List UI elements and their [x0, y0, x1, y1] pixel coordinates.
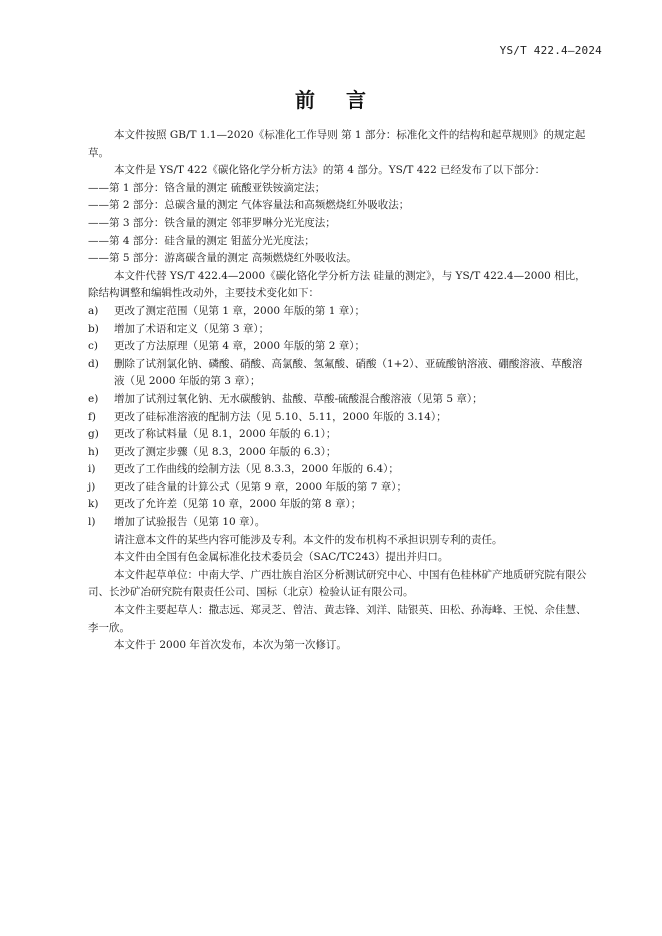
list-item-text: 增加了术语和定义（见第 3 章）；	[114, 322, 270, 335]
paragraph-revision-history: 本文件于 2000 年首次发布，本次为第一次修订。	[114, 639, 347, 652]
list-item-text: 更改了称试料量（见 8.1，2000 年版的 6.1）；	[114, 428, 337, 441]
list-item-text: 更改了测定范围（见第 1 章，2000 年版的第 1 章）；	[114, 304, 366, 317]
list-item	[88, 303, 588, 321]
list-item: ——第 4 部分：硅含量的测定 钼蓝分光光度法；	[88, 234, 315, 247]
list-item	[88, 338, 588, 356]
list-item-text: 更改了测定步骤（见 8.3，2000 年版的 6.3）；	[114, 445, 337, 458]
page-title	[0, 84, 662, 113]
list-item-label: f)	[88, 410, 96, 423]
standard-code: YS/T 422.4—2024	[499, 44, 602, 57]
list-item	[88, 496, 588, 514]
list-item	[88, 321, 588, 339]
list-item	[88, 461, 588, 479]
foreword-body	[88, 127, 588, 655]
list-item-label: d)	[88, 357, 99, 370]
list-item-text: 更改了方法原理（见第 4 章，2000 年版的第 2 章）；	[114, 340, 366, 353]
list-item: ——第 2 部分：总碳含量的测定 气体容量法和高频燃烧红外吸收法；	[88, 199, 410, 212]
paragraph-patent-notice: 请注意本文件的某些内容可能涉及专利。本文件的发布机构不承担识别专利的责任。	[114, 533, 503, 546]
list-item	[88, 426, 588, 444]
list-item-label: h)	[88, 445, 99, 458]
list-item-label: g)	[88, 428, 99, 441]
paragraph-part-intro: 本文件是 YS/T 422《碳化铬化学分析方法》的第 4 部分。YS/T 422 已经发布了以下部分：	[114, 164, 546, 177]
list-item: ——第 3 部分：铁含量的测定 邻菲罗啉分光光度法；	[88, 216, 336, 229]
list-item: ——第 1 部分：铬含量的测定 硫酸亚铁铵滴定法；	[88, 181, 326, 194]
paragraph-replacement: 本文件代替 YS/T 422.4—2000《碳化铬化学分析方法 硅量的测定》，与 YS/T 422.4—2000 相比，除结构调整和编辑性改动外，主要技术变化如下：	[88, 269, 586, 300]
list-item-label: l)	[88, 516, 96, 529]
list-item-text: 删除了试剂氯化钠、磷酸、硝酸、高氯酸、氢氟酸、硝酸（1+2）、亚硫酸钠溶液、硼酸溶液、草酸溶液（见 2000 年版的第 3 章）；	[114, 357, 583, 388]
list-item-text: 增加了试剂过氧化钠、无水碳酸钠、盐酸、草酸-硫酸混合酸溶液（见第 5 章）；	[114, 392, 483, 405]
title-char-1: 前	[295, 88, 316, 112]
list-item	[88, 356, 588, 391]
paragraph-drafting-units: 本文件起草单位：中南大学、广西壮族自治区分析测试研究中心、中国有色桂林矿产地质研究院有限公司、长沙矿冶研究院有限责任公司、国标（北京）检验认证有限公司。	[88, 568, 587, 599]
list-item-text: 增加了试验报告（见第 10 章）。	[114, 516, 266, 529]
paragraph-drafting-rules: 本文件按照 GB/T 1.1—2020《标准化工作导则 第 1 部分：标准化文件的结构和起草规则》的规定起草。	[88, 129, 586, 159]
list-item-label: k)	[88, 498, 99, 511]
list-item-label: b)	[88, 322, 99, 335]
list-item-label: j)	[88, 480, 96, 493]
list-item-text: 更改了硅含量的计算公式（见第 9 章，2000 年版的第 7 章）；	[114, 480, 408, 493]
list-item: ——第 5 部分：游离碳含量的测定 高频燃烧红外吸收法。	[88, 252, 357, 265]
list-item	[88, 391, 588, 409]
list-item-label: c)	[88, 340, 98, 353]
list-item	[88, 514, 588, 532]
title-char-2: 言	[346, 88, 367, 112]
list-item-label: i)	[88, 463, 96, 476]
paragraph-proposer: 本文件由全国有色金属标准化技术委员会（SAC/TC243）提出并归口。	[114, 551, 449, 564]
list-item-text: 更改了工作曲线的绘制方法（见 8.3.3，2000 年版的 6.4）；	[114, 463, 399, 476]
list-item-text: 更改了允许差（见第 10 章，2000 年版的第 8 章）；	[114, 498, 362, 511]
list-item-text: 更改了硅标准溶液的配制方法（见 5.10、5.11，2000 年版的 3.14）；	[114, 410, 447, 423]
list-item-label: a)	[88, 304, 99, 317]
list-item	[88, 409, 588, 427]
changes-list	[88, 303, 588, 532]
list-item	[88, 444, 588, 462]
paragraph-drafters: 本文件主要起草人：撒志远、郑灵芝、曾洁、黄志锋、刘洋、陆银英、田松、孙海峰、王悦、佘佳慧、李一欣。	[88, 604, 587, 634]
list-item-label: e)	[88, 392, 99, 405]
list-item	[88, 479, 588, 497]
parts-list	[88, 180, 588, 268]
